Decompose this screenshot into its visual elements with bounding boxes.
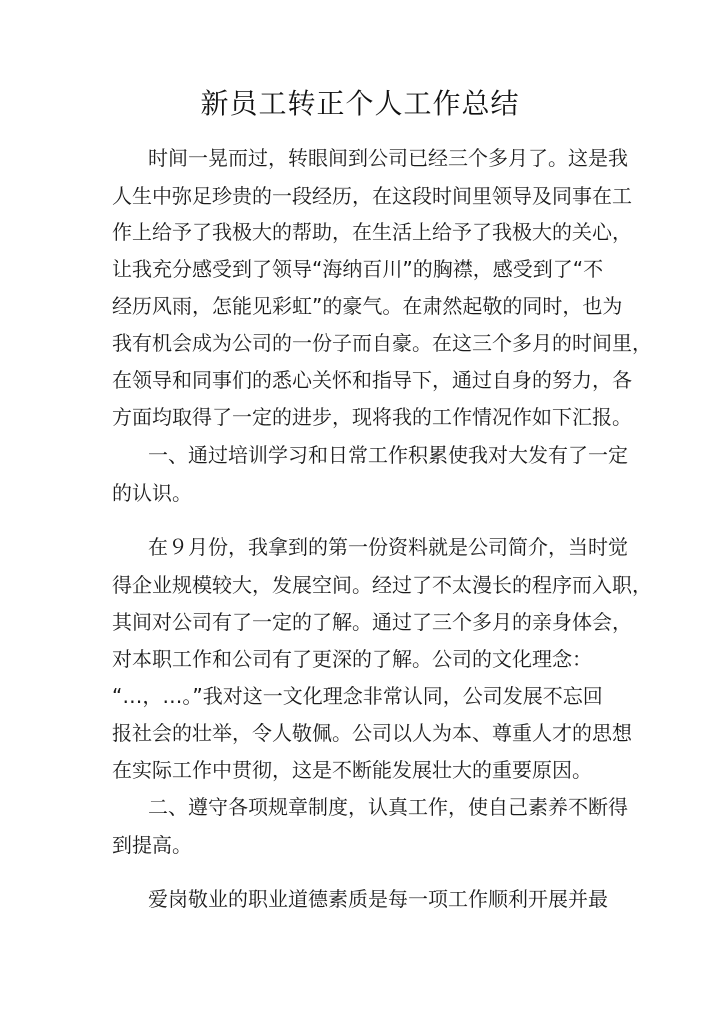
paragraph-2-line-5: “…，…。”我对这一文化理念非常认同，公司发展不忘回 bbox=[112, 684, 603, 708]
paragraph-1-line-5: 经历风雨，怎能见彩虹”的豪气。在肃然起敬的同时，也为 bbox=[112, 294, 623, 318]
section-heading-2-line-2: 到提高。 bbox=[112, 833, 192, 857]
paragraph-1-line-1: 时间一晃而过，转眼间到公司已经三个多月了。这是我 bbox=[148, 146, 628, 170]
paragraph-2-line-7: 在实际工作中贯彻，这是不断能发展壮大的重要原因。 bbox=[112, 758, 592, 782]
paragraph-1-line-6: 我有机会成为公司的一份子而自豪。在这三个多月的时间里， bbox=[112, 331, 652, 355]
paragraph-1-line-4: 让我充分感受到了领导“海纳百川”的胸襟，感受到了“不 bbox=[112, 257, 604, 281]
paragraph-1-line-2: 人生中弥足珍贵的一段经历，在这段时间里领导及同事在工 bbox=[112, 184, 632, 208]
paragraph-2-line-2: 得企业规模较大，发展空间。经过了不太漫长的程序而入职， bbox=[112, 573, 652, 597]
paragraph-3-line-1: 爱岗敬业的职业道德素质是每一项工作顺利开展并最 bbox=[148, 887, 608, 911]
section-heading-2-line-1: 二、遵守各项规章制度，认真工作，使自己素养不断得 bbox=[148, 795, 628, 819]
paragraph-2-line-1: 在９月份，我拿到的第一份资料就是公司简介，当时觉 bbox=[148, 535, 628, 559]
paragraph-2-line-3: 其间对公司有了一定的了解。通过了三个多月的亲身体会， bbox=[112, 610, 632, 634]
document-title: 新员工转正个人工作总结 bbox=[200, 87, 520, 120]
paragraph-1-line-7: 在领导和同事们的悉心关怀和指导下，通过自身的努力，各 bbox=[112, 368, 632, 392]
section-heading-1-line-1: 一、通过培训学习和日常工作积累使我对大发有了一定 bbox=[148, 443, 628, 467]
paragraph-2-line-4: 对本职工作和公司有了更深的了解。公司的文化理念： bbox=[112, 647, 592, 671]
paragraph-1-line-8: 方面均取得了一定的进步，现将我的工作情况作如下汇报。 bbox=[112, 405, 632, 429]
paragraph-1-line-3: 作上给予了我极大的帮助，在生活上给予了我极大的关心， bbox=[112, 220, 632, 244]
section-heading-1-line-2: 的认识。 bbox=[112, 481, 192, 505]
paragraph-2-line-6: 报社会的壮举，令人敬佩。公司以人为本、尊重人才的思想 bbox=[112, 721, 632, 745]
